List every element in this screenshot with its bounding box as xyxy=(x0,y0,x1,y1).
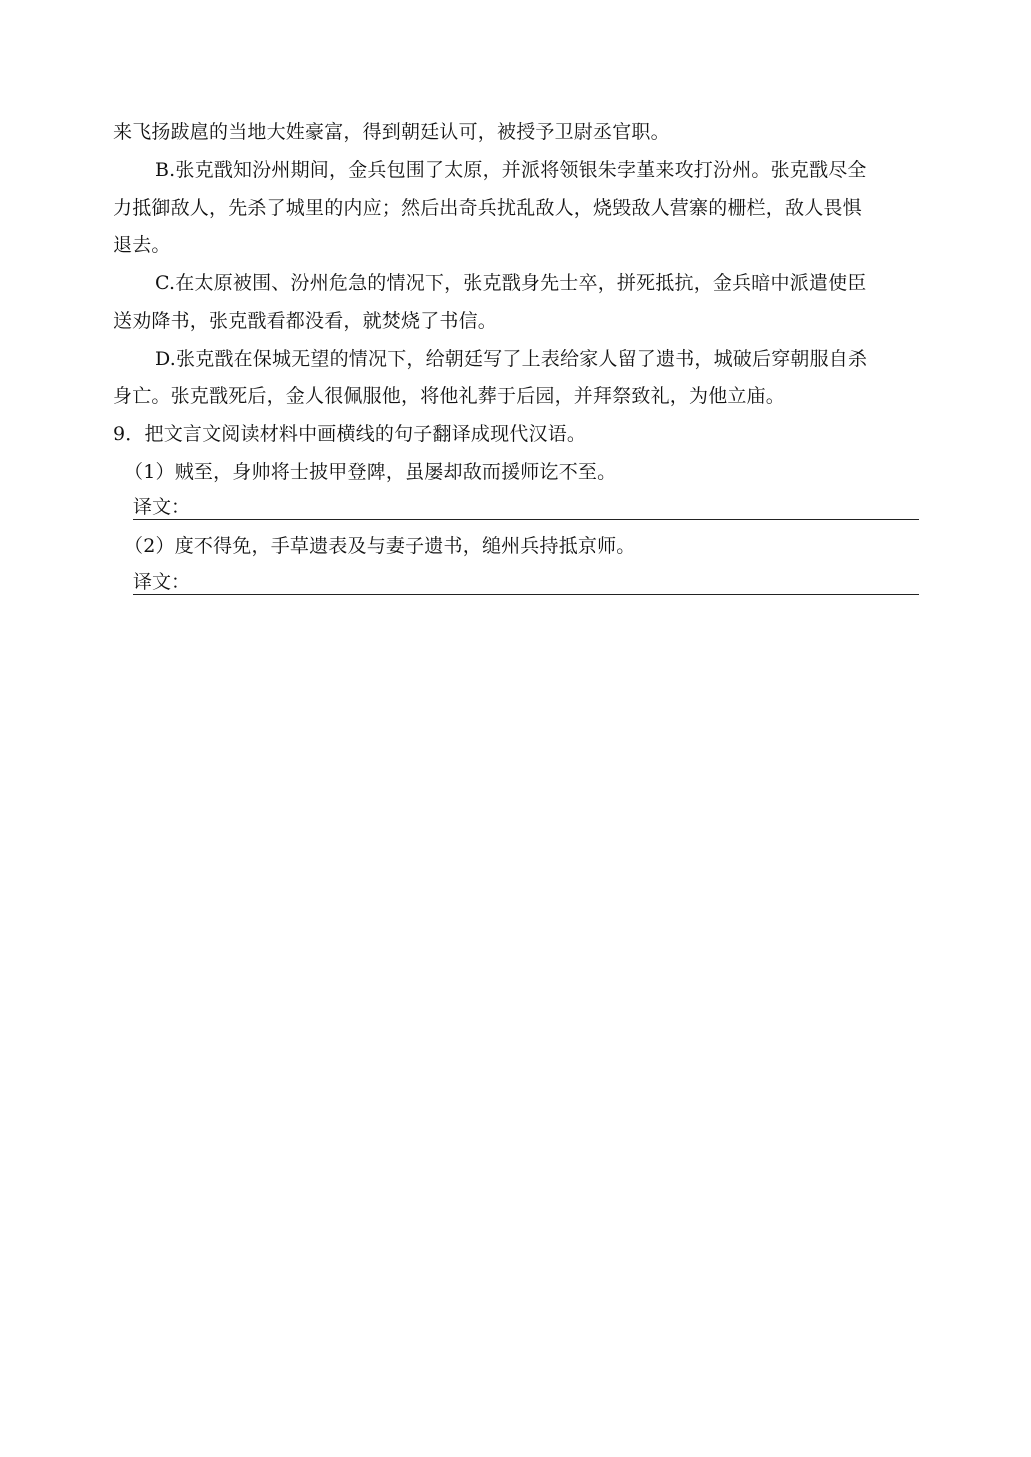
option-c-line-2: 送劝降书，张克戬看都没看，就焚烧了书信。 xyxy=(113,310,498,332)
option-c-line-1: C.在太原被围、汾州危急的情况下，张克戬身先士卒，拼死抵抗，金兵暗中派遣使臣 xyxy=(155,272,867,294)
option-d-line-2: 身亡。张克戬死后，金人很佩服他，将他礼葬于后园，并拜祭致礼，为他立庙。 xyxy=(113,385,786,407)
option-d-line-1: D.张克戬在保城无望的情况下，给朝廷写了上表给家人留了遗书，城破后穿朝服自杀 xyxy=(155,348,868,370)
question-9-stem: 9．把文言文阅读材料中画横线的句子翻译成现代汉语。 xyxy=(113,423,587,445)
answer-line-2[interactable] xyxy=(133,570,919,595)
option-b-line-2: 力抵御敌人，先杀了城里的内应；然后出奇兵扰乱敌人，烧毁敌人营寨的栅栏，敌人畏惧 xyxy=(113,197,862,219)
question-9-item-1: （1）贼至，身帅将士披甲登陴，虽屡却敌而援师讫不至。 xyxy=(124,461,617,483)
answer-label-1: 译文： xyxy=(133,496,191,518)
answer-line-1[interactable] xyxy=(133,495,919,520)
option-b-line-1: B.张克戬知汾州期间，金兵包围了太原，并派将领银朱孛堇来攻打汾州。张克戬尽全 xyxy=(155,159,867,181)
question-9-item-2: （2）度不得免，手草遗表及与妻子遗书，缒州兵持抵京师。 xyxy=(124,535,636,557)
option-b-line-3: 退去。 xyxy=(113,234,171,256)
option-a-tail-line: 来飞扬跋扈的当地大姓豪富，得到朝廷认可，被授予卫尉丞官职。 xyxy=(113,121,670,143)
answer-label-2: 译文： xyxy=(133,571,191,593)
